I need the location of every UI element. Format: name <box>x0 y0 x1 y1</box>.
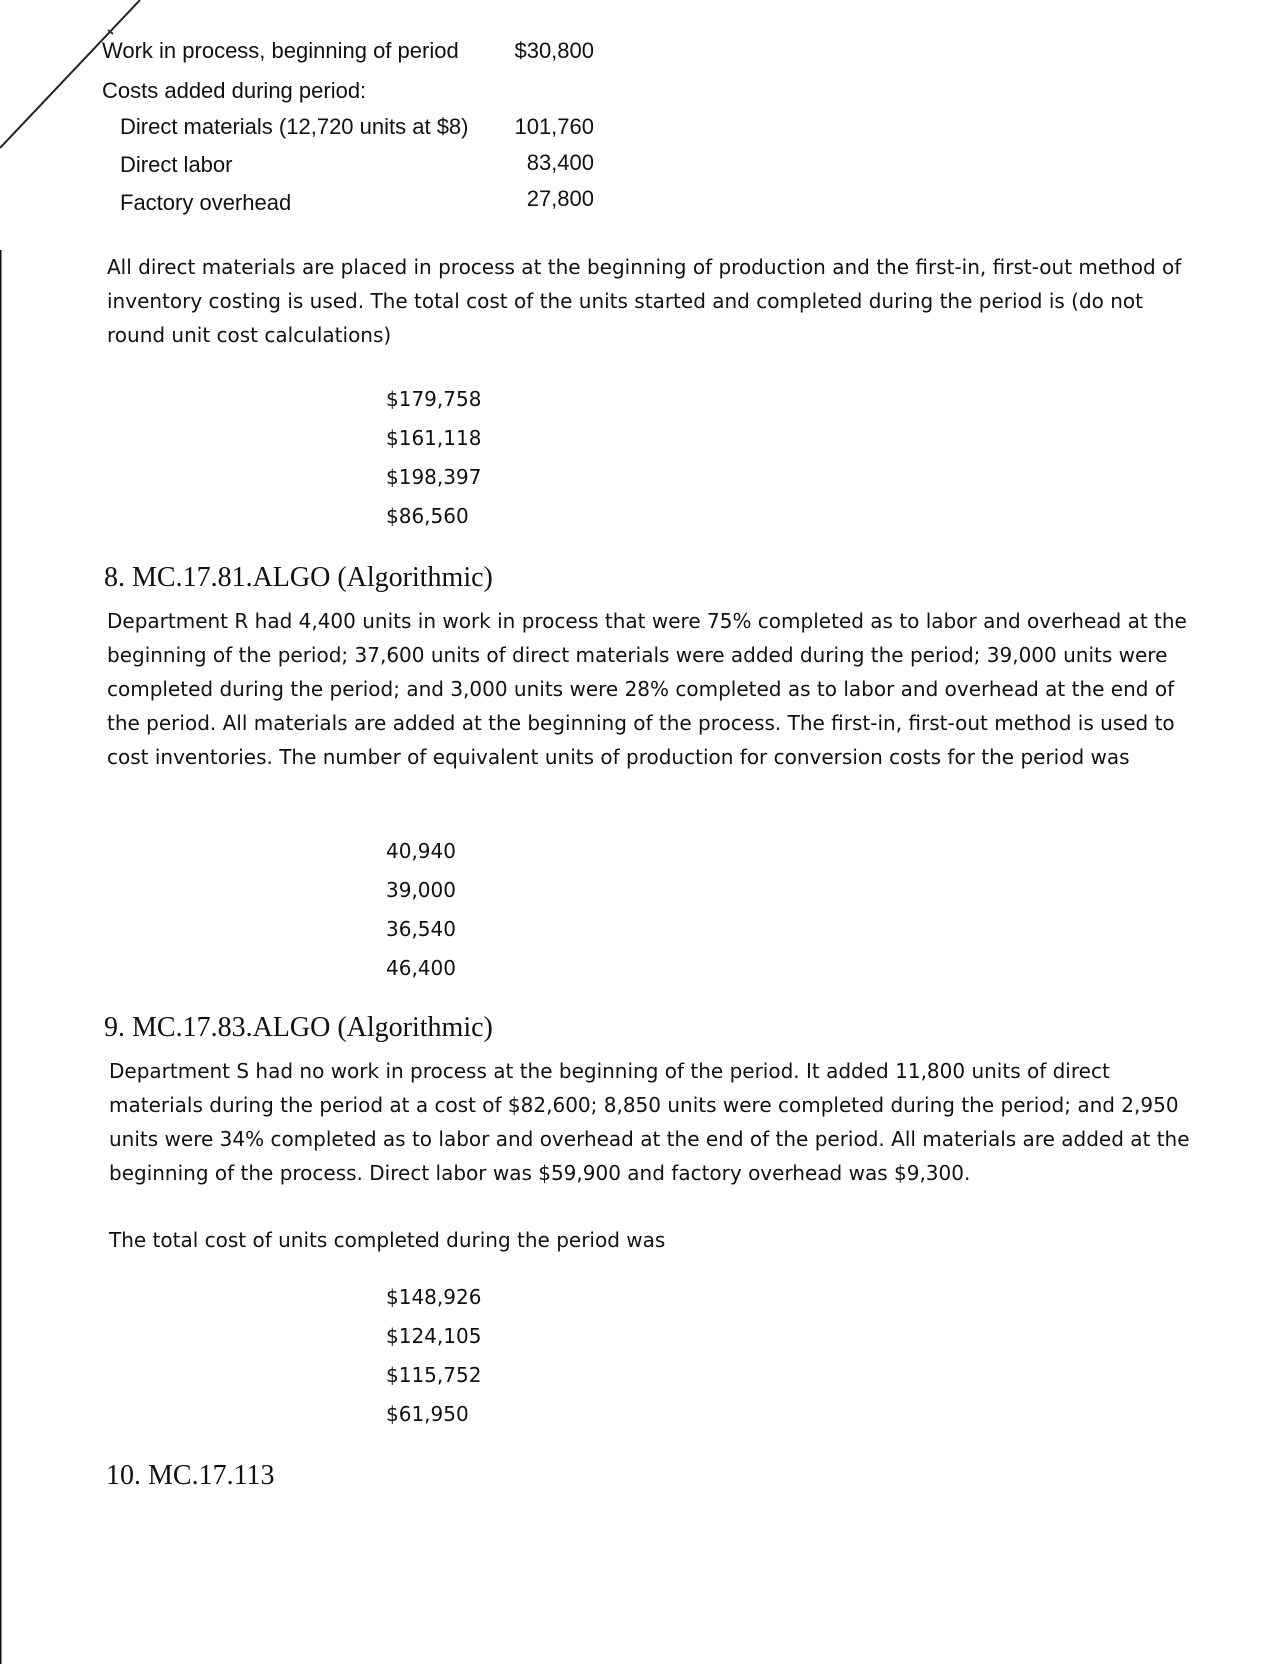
direct-labor-label: Direct labor <box>120 152 233 177</box>
q10-heading: 10. MC.17.113 <box>106 1460 275 1491</box>
q7-question-text: All direct materials are placed in process at the beginning of production and the first-in, first-out method of inventory costing is used. The total cost of the units started and completed during the period is (do not round unit cost calculations) <box>107 255 1182 347</box>
q8-option-a[interactable]: 40,940 <box>386 839 456 863</box>
q9-option-d[interactable]: $61,950 <box>386 1402 469 1426</box>
q9-question-text: Department S had no work in process at the beginning of the period. It added 11,800 units of direct materials during the period at a cost of $82,600; 8,850 units were completed during the period; and 2,950 units were 34% completed as to labor and overhead at the end of the period. All materials are added at the beginning of the process. Direct labor was $59,900 and factory overhead was $9,300. <box>109 1059 1190 1185</box>
q7-option-b[interactable]: $161,118 <box>386 426 482 450</box>
q7-options <box>386 380 481 536</box>
q9-option-c[interactable]: $115,752 <box>386 1363 482 1387</box>
q9-heading <box>104 1012 493 1044</box>
q9-heading-tag: (Algorithmic) <box>337 1012 493 1043</box>
q7-option-a[interactable]: $179,758 <box>386 387 482 411</box>
factory-overhead-label: Factory overhead <box>120 190 292 215</box>
q9-option-a[interactable]: $148,926 <box>386 1285 482 1309</box>
q7-option-d[interactable]: $86,560 <box>386 504 469 528</box>
q7-option-c[interactable]: $198,397 <box>386 465 482 489</box>
q9-options <box>386 1278 481 1434</box>
q8-options <box>386 832 456 988</box>
q8-option-d[interactable]: 46,400 <box>386 956 456 980</box>
q8-heading-tag: (Algorithmic) <box>337 562 493 593</box>
q9-question-prompt: The total cost of units completed during the period was <box>109 1228 666 1252</box>
q8-option-c[interactable]: 36,540 <box>386 917 456 941</box>
costs-added-label: Costs added during period: <box>102 78 367 103</box>
wip-value: $30,800 <box>514 38 594 63</box>
q8-heading <box>104 562 493 594</box>
direct-materials-value: 101,760 <box>514 114 594 139</box>
factory-overhead-value: 27,800 <box>526 186 594 211</box>
q8-heading-number: 8. MC.17.81.ALGO <box>104 562 331 593</box>
q9-heading-number: 9. MC.17.83.ALGO <box>104 1012 331 1043</box>
q8-option-b[interactable]: 39,000 <box>386 878 456 902</box>
q9-option-b[interactable]: $124,105 <box>386 1324 482 1348</box>
direct-materials-label: Direct materials (12,720 units at $8) <box>120 114 469 139</box>
direct-labor-value: 83,400 <box>526 150 594 175</box>
wip-label: Work in process, beginning of period <box>102 38 459 63</box>
q8-question-text: Department R had 4,400 units in work in process that were 75% completed as to labor and overhead at the beginning of the period; 37,600 units of direct materials were added during the period; 39,000 units were completed during the period; and 3,000 units were 28% completed as to labor and overhead at the end of the period. All materials are added at the beginning of the process. The first-in, first-out method is used to cost inventories. The number of equivalent units of production for conversion costs for the period was <box>107 609 1187 769</box>
